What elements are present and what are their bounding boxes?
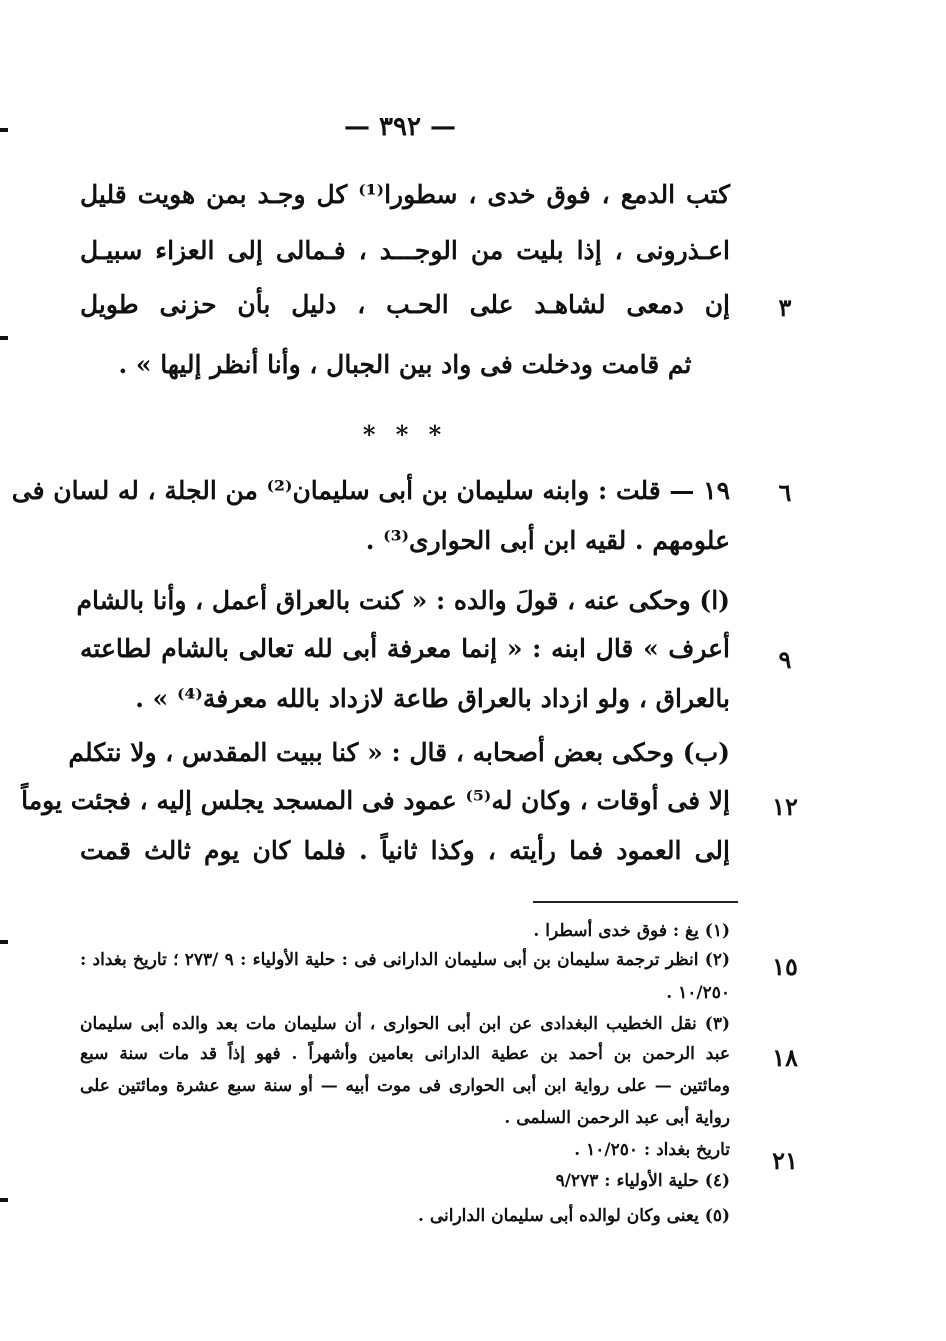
footnote-4: (٤) حلية الأولياء : ٩/٢٧٣ [555,1171,730,1191]
footnote-3-line-1: (٣) نقل الخطيب البغدادى عن ابن أبى الحوارى ، أن سليمان مات بعد والده أبى سليمان [80,1014,730,1034]
poem-line-1: كتب الدمع ، فوق خدى ، سطورا⁽¹⁾ كل وجـد بمن هويت قليل [80,180,730,209]
line-number: ١٥ [772,952,798,981]
poem-line-2: اعـذرونى ، إذا بليت من الوجـــد ، فـمالى إلى العزاء سبيـل [80,236,730,265]
line-number: ١٨ [772,1043,798,1072]
scan-edge-mark [0,336,8,340]
page-number: — ٣٩٢ — [343,112,457,142]
item-a-line-1: (ا) وحكى عنه ، قولَ والده : « كنت بالعراق أعمل ، وأنا بالشام [76,586,730,615]
footnote-3-line-4: رواية أبى عبد الرحمن السلمى . [504,1108,730,1128]
section-19-line-1: ١٩ — قلت : وابنه سليمان بن أبى سليمان⁽²⁾ من الجلة ، له لسان فى [11,476,730,505]
item-b-line-3: إلى العمود فما رأيته ، وكذا ثانياً . فلما كان يوم ثالث قمت [80,836,730,865]
footnote-divider [533,901,738,903]
line-number: ٦ [778,478,792,507]
item-a-line-3: بالعراق ، ولو ازداد بالعراق طاعة لازداد بالله معرفة⁽⁴⁾ » . [135,684,730,713]
line-number: ٢١ [772,1146,798,1175]
item-b-line-2: إلا فى أوقات ، وكان له⁽⁵⁾ عمود فى المسجد يجلس إليه ، فجئت يوماً [21,786,730,815]
footnote-3-line-5: تاريخ بغداد : ١٠/٢٥٠ . [574,1140,730,1160]
section-separator: * * * [362,420,448,449]
line-number: ٣ [778,293,792,322]
poem-line-3: إن دمعى لشاهـد على الحـب ، دليل بأن حزنى طويل [80,290,730,319]
scan-edge-mark [0,940,8,944]
section-19-line-2: علومهم . لقيه ابن أبى الحوارى⁽³⁾ . [365,526,730,555]
line-number: ١٢ [772,792,798,821]
footnote-1: (١) يغ : فوق خدى أسطرا . [533,921,730,941]
scan-edge-mark [0,128,8,132]
poem-closing-line: ثم قامت ودخلت فى واد بين الجبال ، وأنا أنظر إليها » . [118,350,692,379]
scan-edge-mark [0,1198,8,1202]
item-b-line-1: (ب) وحكى بعض أصحابه ، قال : « كنا ببيت المقدس ، ولا نتكلم [68,738,730,767]
footnote-3-line-2: عبد الرحمن بن أحمد بن عطية الدارانى بعامين وأشهراً . فهو إذاً قد مات سنة سبع [80,1044,730,1064]
footnote-5: (٥) يعنى وكان لوالده أبى سليمان الدارانى . [418,1206,730,1226]
item-a-line-2: أعرف » قال ابنه : « إنما معرفة أبى لله تعالى بالشام لطاعته [80,634,730,663]
footnote-2-line-1: (٢) انظر ترجمة سليمان بن أبى سليمان الدارانى فى : حلية الأولياء : ٩ /٢٧٣ ؛ تاريخ بغداد : [80,950,730,970]
line-number: ٩ [778,645,792,674]
footnote-3-line-3: ومائتين — على رواية ابن أبى الحوارى فى موت أبيه — أو سنة سبع عشرة ومائتين على [80,1076,730,1096]
footnote-2-line-2: ١٠/٢٥٠ . [666,983,730,1003]
